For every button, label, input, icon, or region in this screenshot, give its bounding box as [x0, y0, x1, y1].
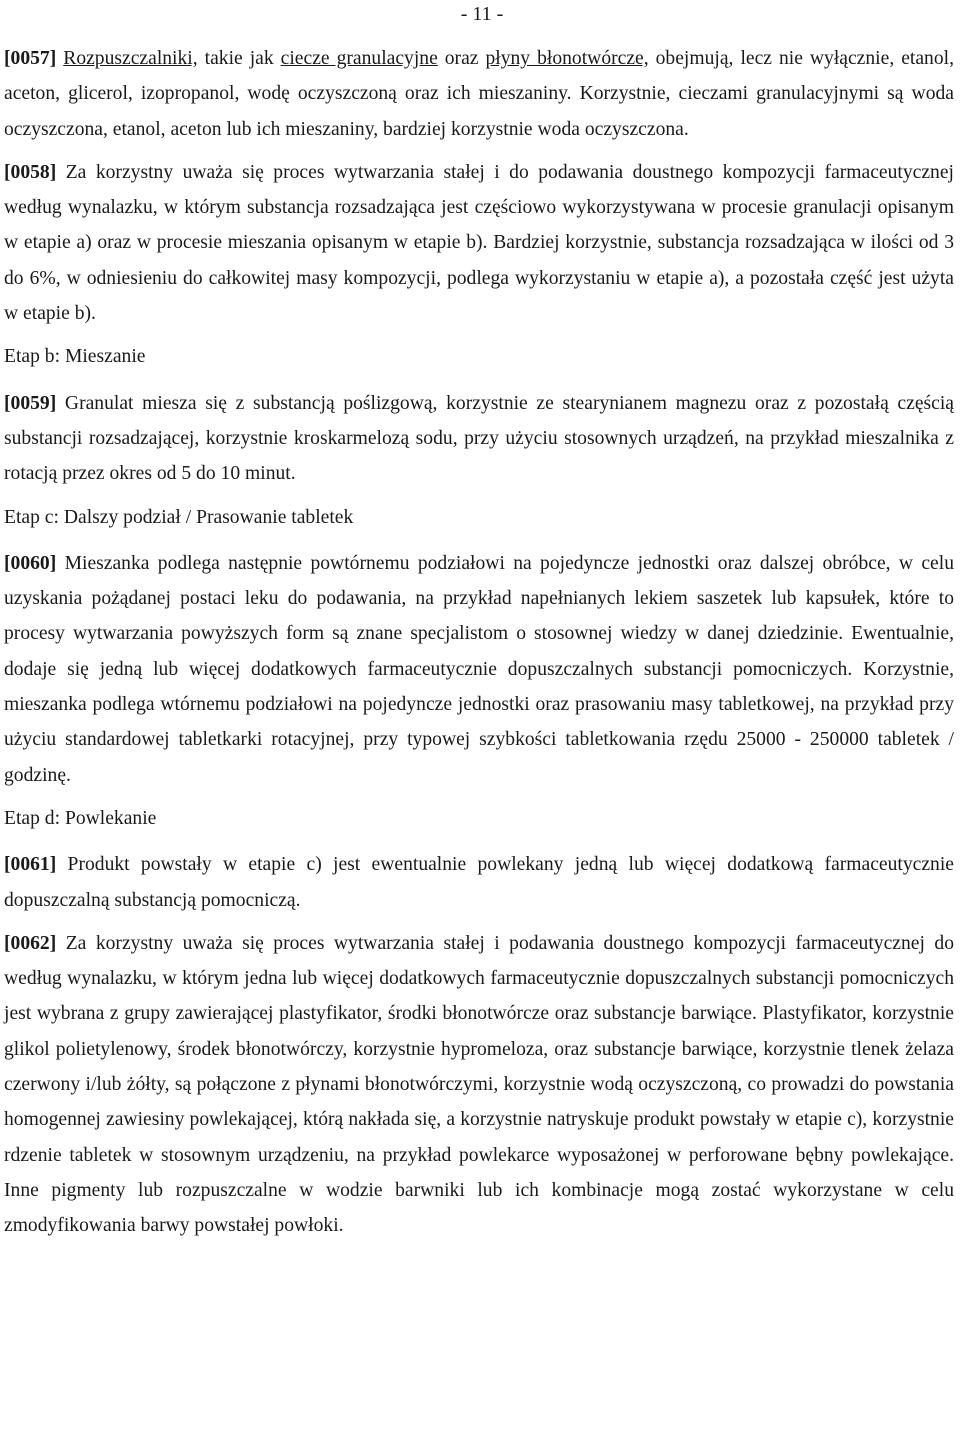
paragraph-0060 [4, 546, 954, 793]
paragraph-0057 [4, 41, 954, 147]
paragraph-text: Za korzystny uważa się proces wytwarzania stałej i podawania doustnego kompozycji farmaceutycznej do według wynalazku, w którym jedna lub więcej dodatkowych farmaceutycznie dopuszczalnych substancji pomocniczych jest wybrana z grupy zawierającej plastyfikator, środki błonotwórcze oraz substancje barwiące. Plastyfikator, korzystnie glikol polietylenowy, środek błonotwórczy, korzystnie hypromeloza, oraz substancje barwiące, korzystnie tlenek żelaza czerwony i/lub żółty, są połączone z płynami błonotwórczymi, korzystnie wodą oczyszczoną, co prowadzi do powstania homogennej zawiesiny powlekającej, którą nakłada się, a korzystnie natryskuje produkt powstały w etapie c), korzystnie rdzenie tabletek w stosownym urządzeniu, na przykład powlekarce wyposażonej w perforowane bębny powlekające. Inne pigmenty lub rozpuszczalne w wodzie barwniki lub ich kombinacje mogą zostać wykorzystane w celu zmodyfikowania barwy powstałej powłoki. [4, 932, 954, 1237]
paragraph-number: [0059] [4, 392, 57, 414]
section-heading-stage-c: Etap c: Dalszy podział / Prasowanie tabletek [4, 506, 354, 528]
underlined-term-film-forming-liquids: płyny błonotwórcze, [485, 48, 649, 69]
section-heading-stage-b: Etap b: Mieszanie [4, 346, 146, 368]
paragraph-text: Produkt powstały w etapie c) jest ewentualnie powlekany jedną lub więcej dodatkową farmaceutycznie dopuszczalną substancją pomocniczą. [4, 854, 954, 911]
paragraph-text: obejmują, lecz nie wyłącznie, etanol, aceton, glicerol, izopropanol, wodę oczyszczoną oraz ich mieszaniny. Korzystnie, cieczami granulacyjnymi są woda oczyszczona, etanol, aceton lub ich mieszaniny, bardziej korzystnie woda oczyszczona. [4, 48, 954, 140]
underlined-term-solvents: Rozpuszczalniki, [63, 48, 198, 69]
paragraph-0062 [4, 926, 954, 1244]
paragraph-text: Mieszanka podlega następnie powtórnemu podziałowi na pojedyncze jednostki oraz dalszej obróbce, w celu uzyskania pożądanej postaci leku do podawania, na przykład napełnianych lekiem saszetek lub kapsułek, które to procesy wytwarzania powyższych form są znane specjalistom o stosownej wiedzy w danej dziedzinie. Ewentualnie, dodaje się jedną lub więcej dodatkowych farmaceutycznie dopuszczalnych substancji pomocniczych. Korzystnie, mieszanka podlega wtórnemu podziałowi na pojedyncze jednostki oraz prasowaniu masy tabletkowej, na przykład przy użyciu standardowej tabletkarki rotacyjnej, przy typowej szybkości tabletkowania rzędu 25000 - 250000 tabletek / godzinę. [4, 552, 954, 786]
paragraph-number: [0058] [4, 161, 57, 183]
paragraph-number: [0061] [4, 854, 57, 876]
paragraph-number: [0062] [4, 932, 57, 954]
paragraph-number: [0057] [4, 48, 57, 69]
paragraph-0058 [4, 155, 954, 331]
page-number: - 11 - [460, 3, 504, 25]
paragraph-text: Za korzystny uważa się proces wytwarzania stałej i do podawania doustnego kompozycji farmaceutycznej według wynalazku, w którym substancja rozsadzająca jest częściowo wykorzystywana w procesie granulacji opisanym w etapie a) oraz w procesie mieszania opisanym w etapie b). Bardziej korzystnie, substancja rozsadzająca w ilości od 3 do 6%, w odniesieniu do całkowitej masy kompozycji, podlega wykorzystaniu w etapie a), a pozostała część jest użyta w etapie b). [4, 161, 954, 325]
document-page [4, 0, 954, 1244]
paragraph-text: Granulat miesza się z substancją poślizgową, korzystnie ze stearynianem magnezu oraz z pozostałą częścią substancji rozsadzającej, korzystnie kroskarmelozą sodu, przy użyciu stosownych urządzeń, na przykład mieszalnika z rotacją przez okres od 5 do 10 minut. [4, 392, 954, 485]
paragraph-text: takie jak [197, 48, 281, 69]
paragraph-0059 [4, 386, 954, 492]
underlined-term-granulation-liquids: ciecze granulacyjne [280, 48, 438, 69]
paragraph-number: [0060] [4, 552, 57, 574]
section-heading-stage-d: Etap d: Powlekanie [4, 807, 157, 829]
paragraph-0061 [4, 847, 954, 918]
paragraph-text: oraz [437, 48, 486, 69]
